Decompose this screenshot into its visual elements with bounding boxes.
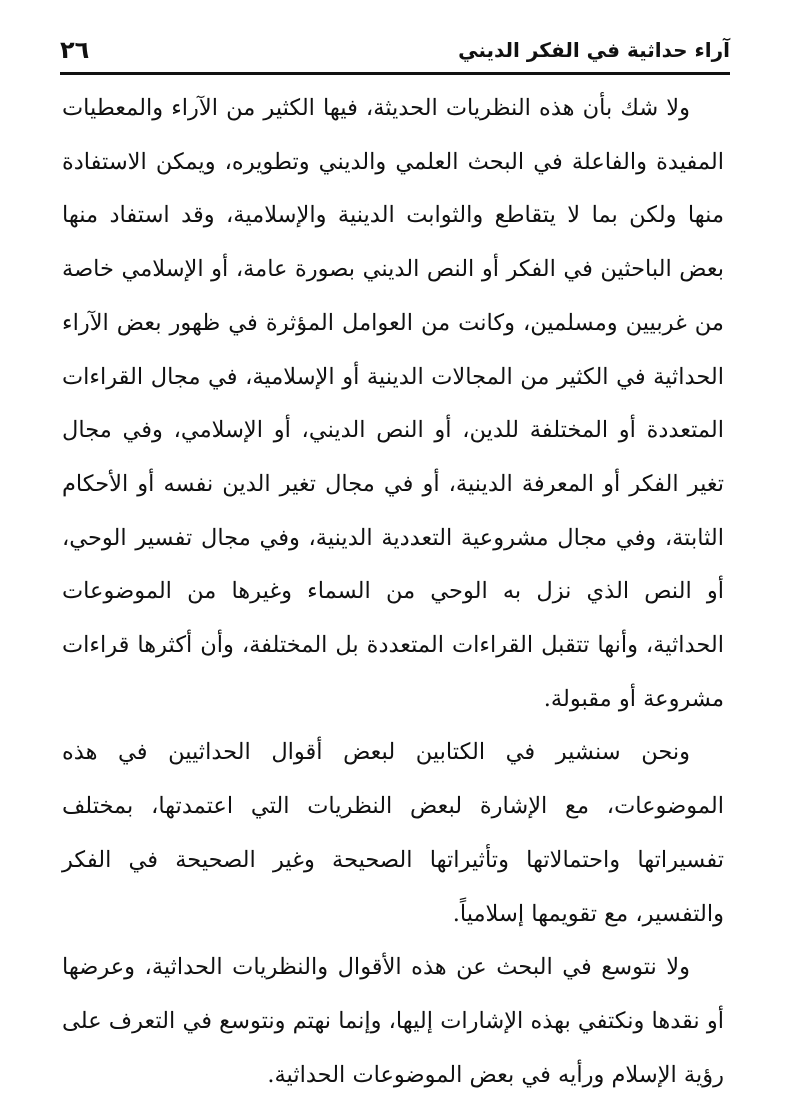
paragraph-2: ونحن سنشير في الكتابين لبعض أقوال الحداثيين في هذه الموضوعات، مع الإشارة لبعض النظريات التي اعتمدتها، بمختلف تفسيراتها واحتمالاتها وتأثيراتها الصحيحة وغير الصحيحة في الفكر والتفسير، مع تقويمها إسلامياً. <box>62 739 724 927</box>
body-text <box>62 82 724 1102</box>
running-header <box>60 30 730 70</box>
header-rule <box>60 72 730 75</box>
paragraph-3: ولا نتوسع في البحث عن هذه الأقوال والنظريات الحداثية، وعرضها أو نقدها ونكتفي بهذه الإشارات إليها، وإنما نهتم ونتوسع في التعرف على رؤية الإسلام ورأيه في بعض الموضوعات الحداثية. <box>62 954 724 1088</box>
header-title: آراء حداثية في الفكر الديني <box>458 38 730 62</box>
paragraph-1: ولا شك بأن هذه النظريات الحديثة، فيها الكثير من الآراء والمعطيات المفيدة والفاعلة في البحث العلمي والديني وتطويره، ويمكن الاستفادة منها ولكن بما لا يتقاطع والثوابت الدينية والإسلامية، وقد استفاد منها بعض الباحثين في الفكر أو النص الديني بصورة عامة، أو الإسلامي خاصة من غربيين ومسلمين، وكانت من العوامل المؤثرة في ظهور بعض الآراء الحداثية في الكثير من المجالات الدينية أو الإسلامية، في مجال القراءات المتعددة أو المختلفة للدين، أو النص الديني، أو الإسلامي، وفي مجال تغير الفكر أو المعرفة الدينية، أو في مجال تغير الدين نفسه أو الأحكام الثابتة، وفي مجال مشروعية التعددية الدينية، وفي مجال تفسير الوحي، أو النص الذي نزل به الوحي من السماء وغيرها من الموضوعات الحداثية، وأنها تتقبل القراءات المتعددة بل المختلفة، وأن أكثرها قراءات مشروعة أو مقبولة. <box>62 95 724 712</box>
page-number: ٢٦ <box>60 36 90 64</box>
